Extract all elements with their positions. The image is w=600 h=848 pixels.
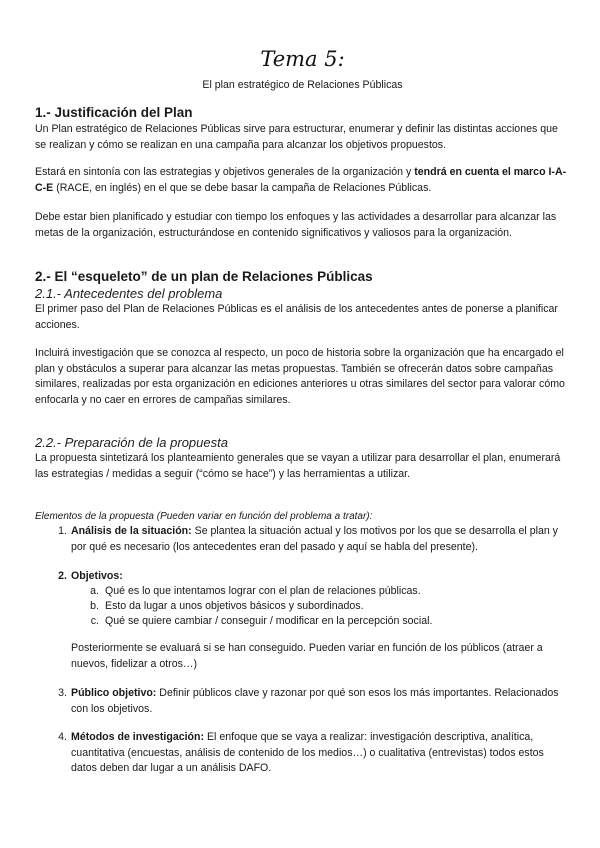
sub-list-text: Qué es lo que intentamos lograr con el plan de relaciones públicas. — [105, 585, 421, 597]
list-item-number: 1. — [58, 525, 67, 537]
section-1-paragraph-3: Debe estar bien planificado y estudiar con tiempo los enfoques y las actividades a desarrollar para alcanzar las metas de la organización, estructurándose en contenido significativos y valiosos para la organización. — [35, 211, 557, 239]
list-item-body: Se plantea la situación actual y los motivos por los que se desarrolla el plan y por qué es necesario (los antecedentes eran del pasado y aquí se habla del presente). — [71, 525, 558, 553]
sub-list-text: Qué se quiere cambiar / conseguir / modificar en la percepción social. — [105, 615, 433, 627]
list-item-number: 2. — [58, 570, 67, 582]
section-2-2-heading: 2.2.- Preparación de la propuesta — [35, 435, 228, 450]
list-item-text — [71, 730, 566, 777]
section-1-paragraph-1: Un Plan estratégico de Relaciones Públicas sirve para estructurar, enumerar y definir las distintas acciones que se realizan y cómo se realizan en una campaña para alcanzar los objetivos propuestos. — [35, 123, 558, 151]
sub-list-letter: a. — [90, 585, 99, 597]
section-2-heading: 2.- El “esqueleto” de un plan de Relaciones Públicas — [35, 269, 373, 284]
sub-list-text: Esto da lugar a unos objetivos básicos y subordinados. — [105, 600, 364, 612]
paragraph-2-bold: tendrá en cuenta el marco I-A-C-E — [35, 166, 567, 194]
section-2-2-paragraph-1: La propuesta sintetizará los planteamiento generales que se vayan a utilizar para desarrollar el plan, enumerará las estrategias / medidas a seguir (“cómo se hace”) y las herramientas a utilizar. — [35, 452, 561, 480]
list-item-title: Público objetivo: — [71, 687, 157, 699]
list-item-body: El enfoque que se vaya a realizar: investigación descriptiva, analítica, cuantitativa (encuestas, análisis de contenido de los medios…) o cualitativa (entrevistas) todos estos datos deben dar lugar a un análisis DAFO. — [71, 731, 544, 774]
list-item-body: Definir públicos clave y razonar por qué son esos los más importantes. Relacionados con los objetivos. — [71, 687, 559, 715]
section-2-1-paragraph-1: El primer paso del Plan de Relaciones Públicas es el análisis de los antecedentes antes de ponerse a planificar acciones. — [35, 303, 558, 331]
list-item-title: Métodos de investigación: — [71, 731, 205, 743]
page-title: Tema 5: — [260, 47, 345, 71]
list-item-text — [71, 524, 566, 555]
paragraph-2-text-end: (RACE, en inglés) en el que se debe basar la campaña de Relaciones Públicas. — [53, 181, 432, 194]
page-subtitle: El plan estratégico de Relaciones Públicas — [202, 79, 403, 91]
proposal-elements-note: Elementos de la propuesta (Pueden variar en función del problema a tratar): — [35, 511, 373, 522]
sub-list-letter: b. — [90, 600, 99, 612]
section-1-paragraph-2 — [35, 165, 570, 196]
paragraph-2-text-start: Estará en sintonía con las estrategias y objetivos generales de la organización y — [35, 166, 415, 178]
list-item-number: 4. — [58, 731, 67, 743]
section-2-1-heading: 2.1.- Antecedentes del problema — [35, 286, 223, 301]
list-item-text — [71, 686, 566, 717]
list-item-number: 3. — [58, 687, 67, 699]
list-item-title: Análisis de la situación: — [71, 525, 192, 537]
list-item-text — [71, 569, 566, 585]
list-item-title: Objetivos: — [71, 570, 123, 582]
section-2-1-paragraph-2: Incluirá investigación que se conozca al respecto, un poco de historia sobre la organización que ha encargado el plan y obstáculos a superar para alcanzar las metas propuestas. También se ofrecerán datos sobre campañas similares, realizadas por esta organización en ediciones anteriores u otras similares del sector para valorar cómo enfocarla y no caer en errores de campañas similares. — [35, 347, 565, 406]
objectives-followup: Posteriormente se evaluará si se han conseguido. Pueden variar en función de los públicos (atraer a nuevos, fidelizar a otros…) — [71, 642, 543, 670]
sub-list-letter: c. — [90, 615, 99, 627]
section-1-heading: 1.- Justificación del Plan — [35, 105, 193, 120]
